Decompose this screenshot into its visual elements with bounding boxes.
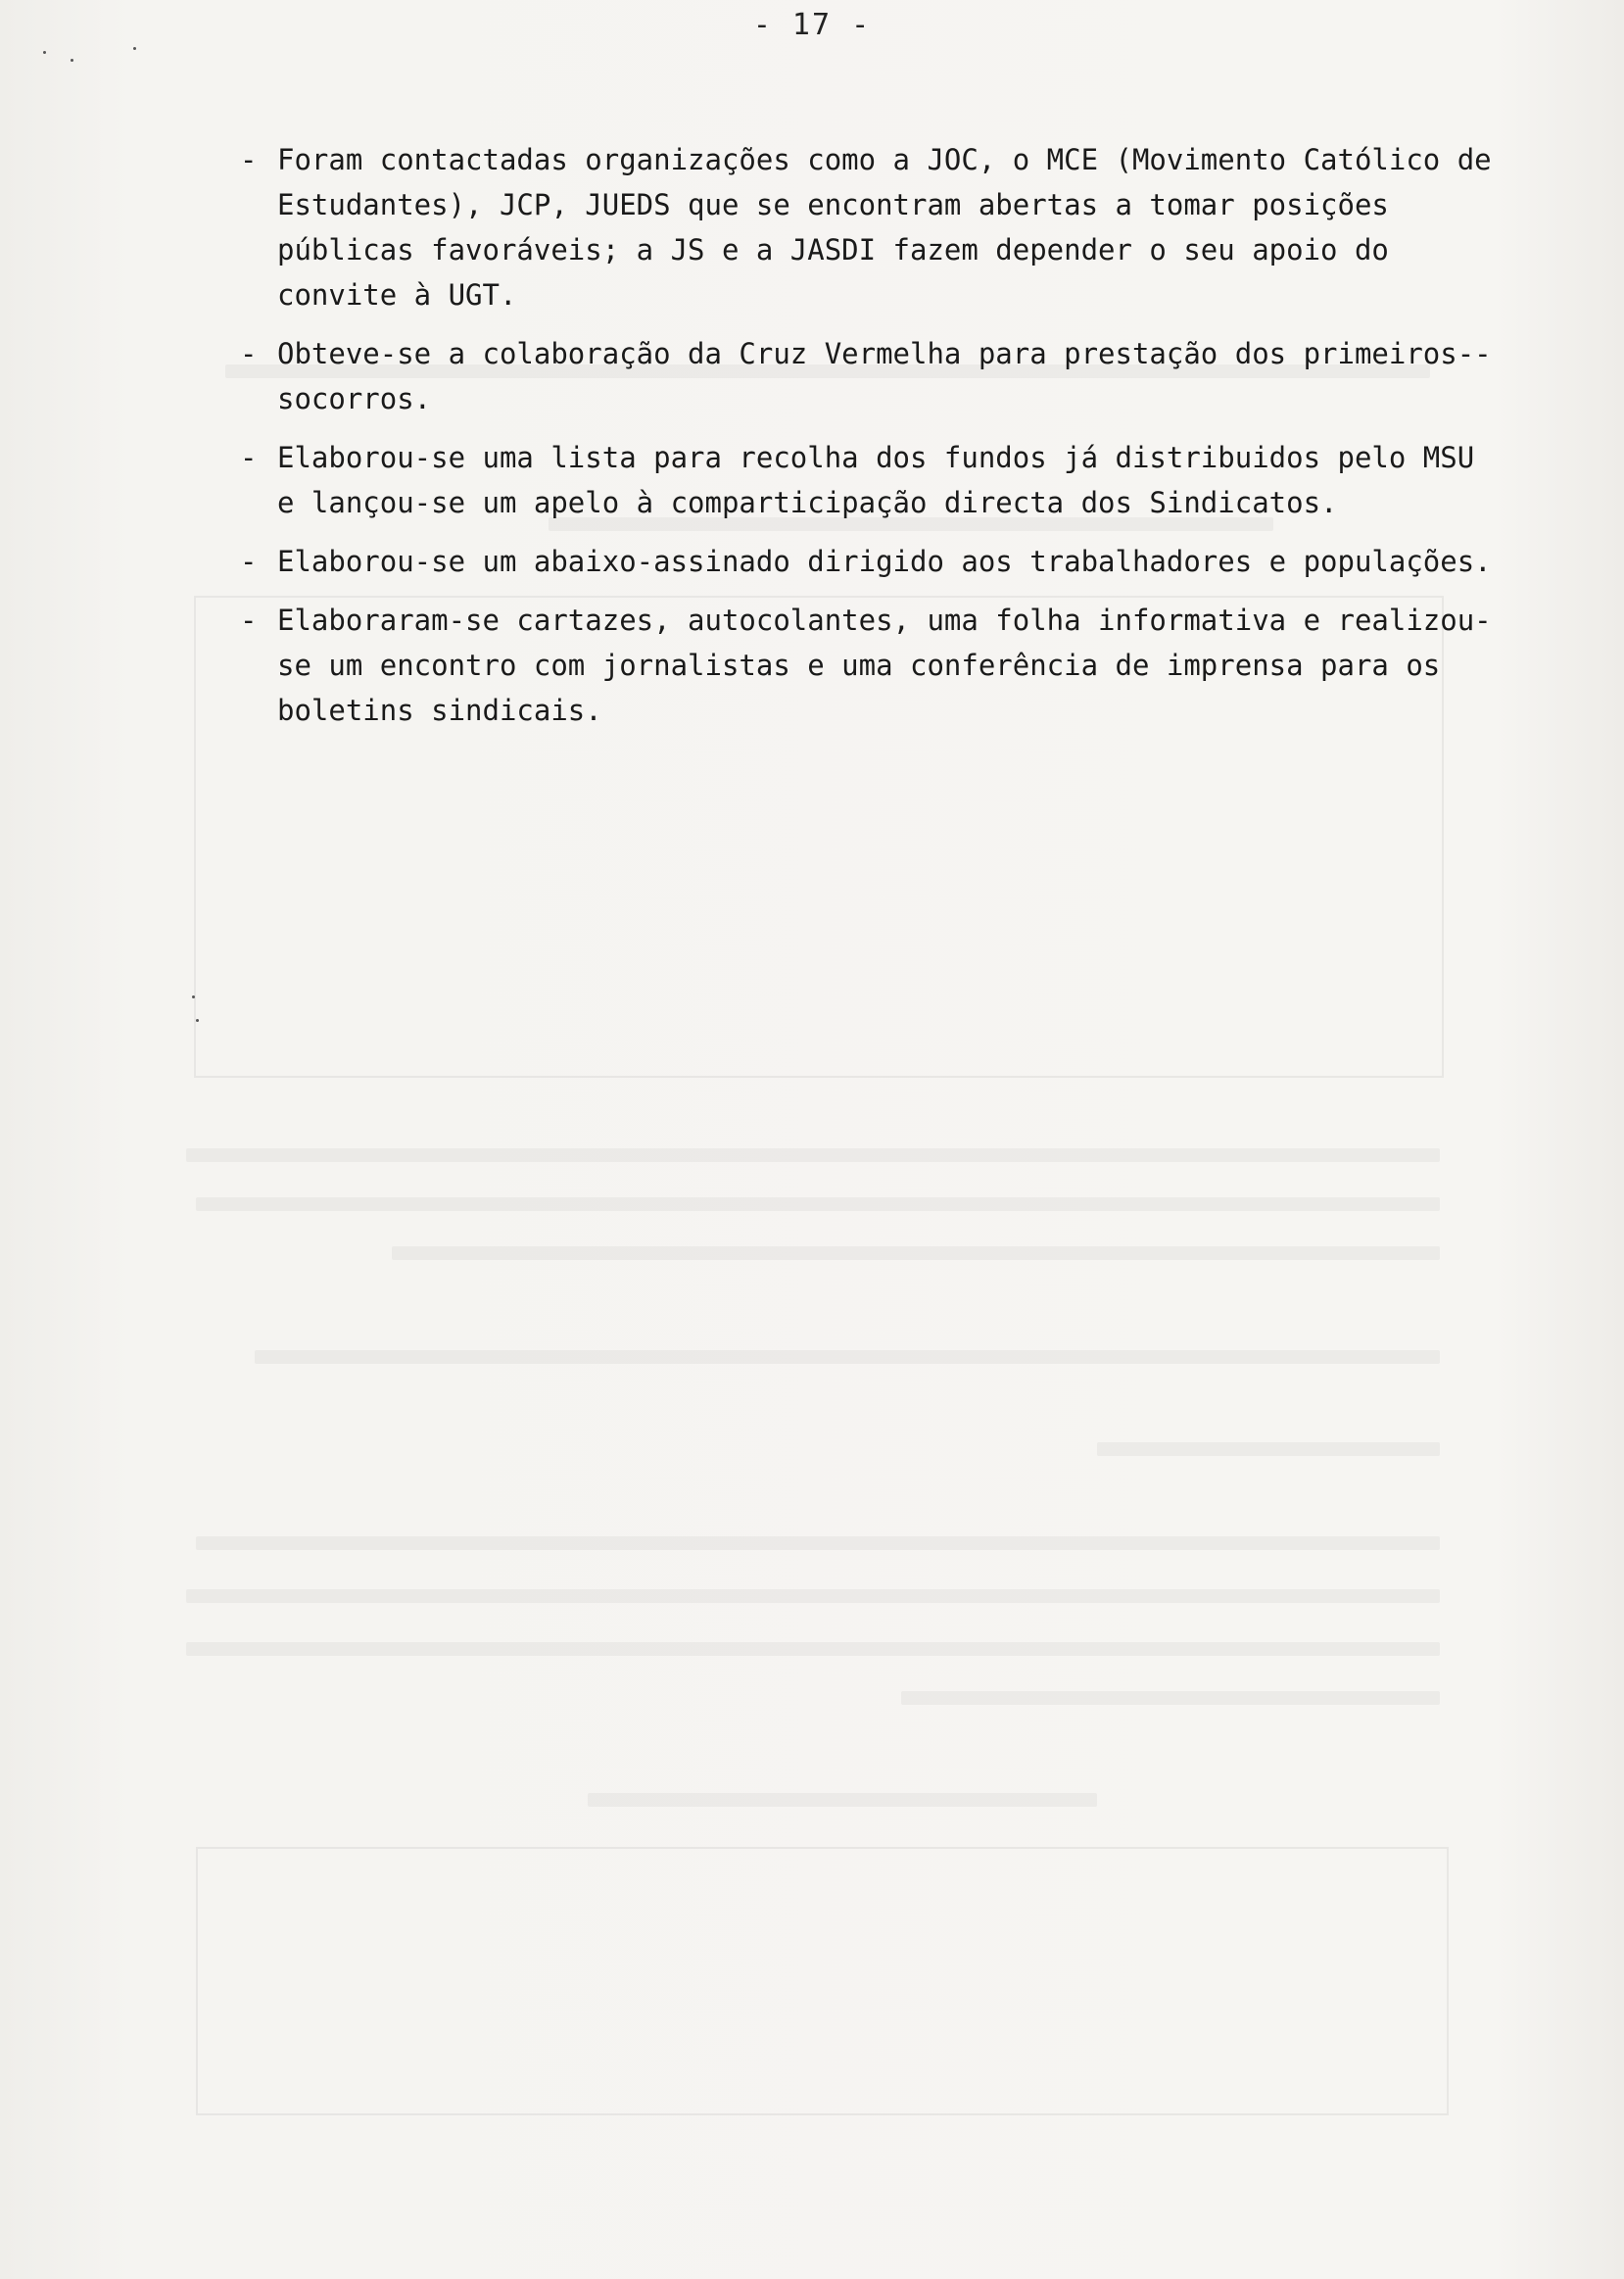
show-through-table-bottom xyxy=(196,1847,1449,2115)
bullet-text: Elaborou-se um abaixo-assinado dirigido aos trabalhadores e populações. xyxy=(277,545,1492,578)
show-through-line xyxy=(588,1793,1097,1807)
bullet-item xyxy=(240,331,1504,421)
bullet-text: Obteve-se a colaboração da Cruz Vermelha para prestação dos primeiros--socorros. xyxy=(277,337,1492,415)
bullet-dash: - xyxy=(240,604,258,637)
show-through-line xyxy=(901,1691,1440,1705)
bullet-item xyxy=(240,539,1504,584)
show-through-line xyxy=(186,1642,1440,1656)
show-through-line xyxy=(196,1197,1440,1211)
bullet-text: Elaborou-se uma lista para recolha dos fundos já distribuidos pelo MSU e lançou-se um apelo à comparticipação directa dos Sindicatos. xyxy=(277,441,1475,519)
bullet-dash: - xyxy=(240,441,258,474)
scan-speck xyxy=(133,47,136,50)
show-through-line xyxy=(255,1350,1440,1364)
bullet-list xyxy=(240,137,1504,747)
scan-speck xyxy=(71,59,73,62)
scan-speck xyxy=(43,51,46,54)
bullet-dash: - xyxy=(240,545,258,578)
bullet-text: Foram contactadas organizações como a JOC, o MCE (Movimento Católico de Estudantes), JCP, JUEDS que se encontram abertas a tomar posições públicas favoráveis; a JS e a JASDI fazem depender o seu apoio do convite à UGT. xyxy=(277,143,1492,312)
bullet-dash: - xyxy=(240,337,258,370)
bullet-text: Elaboraram-se cartazes, autocolantes, uma folha informativa e realizou-se um encontro com jornalistas e uma conferência de imprensa para os boletins sindicais. xyxy=(277,604,1492,727)
show-through-line xyxy=(186,1589,1440,1603)
show-through-line xyxy=(196,1536,1440,1550)
scan-speck xyxy=(192,995,195,998)
bullet-item xyxy=(240,598,1504,733)
show-through-line xyxy=(1097,1442,1440,1456)
bullet-item xyxy=(240,435,1504,525)
scan-speck xyxy=(196,1019,199,1022)
show-through-line xyxy=(392,1246,1440,1260)
bullet-item xyxy=(240,137,1504,317)
page-number: - 17 - xyxy=(752,8,872,42)
show-through-line xyxy=(186,1148,1440,1162)
bullet-dash: - xyxy=(240,143,258,176)
